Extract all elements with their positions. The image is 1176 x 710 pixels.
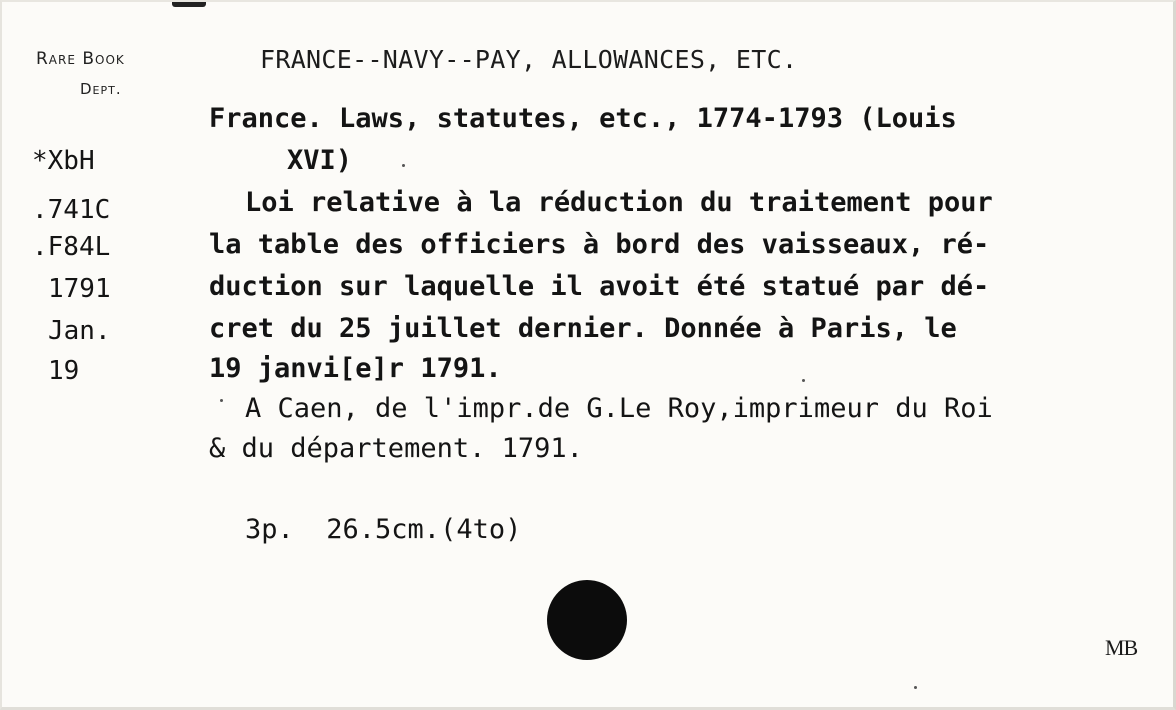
cataloger-initials: MB bbox=[1105, 635, 1138, 660]
title-line-4: cret du 25 juillet dernier. Donnée à Paris, le bbox=[209, 313, 957, 344]
rare-book-stamp-line1: Rare Book bbox=[36, 49, 125, 69]
speck bbox=[220, 399, 223, 402]
call-number-line-2: .741C bbox=[32, 195, 111, 225]
punch-hole bbox=[547, 580, 627, 660]
subject-heading: FRANCE--NAVY--PAY, ALLOWANCES, ETC. bbox=[260, 45, 798, 74]
title-line-2: la table des officiers à bord des vaisseaux, ré- bbox=[209, 229, 990, 260]
title-line-5: 19 janvi[e]r 1791. bbox=[209, 353, 502, 384]
card-top-mark bbox=[172, 2, 206, 7]
call-number-line-3: .F84L bbox=[32, 232, 111, 262]
main-entry-line-1: France. Laws, statutes, etc., 1774-1793 (Louis bbox=[209, 103, 957, 134]
call-number-line-1: *XbH bbox=[32, 146, 95, 176]
call-number-line-6: 19 bbox=[48, 356, 80, 386]
speck bbox=[402, 164, 405, 167]
speck bbox=[802, 379, 805, 382]
call-number-line-4: 1791 bbox=[48, 274, 111, 304]
main-entry-line-2: XVI) bbox=[287, 145, 353, 176]
speck bbox=[914, 686, 917, 689]
title-line-3: duction sur laquelle il avoit été statué par dé- bbox=[209, 271, 990, 302]
title-line-1: Loi relative à la réduction du traitement pour bbox=[245, 187, 993, 218]
imprint-line-1: A Caen, de l'impr.de G.Le Roy,imprimeur du Roi bbox=[245, 393, 993, 424]
imprint-line-2: & du département. 1791. bbox=[209, 433, 583, 464]
rare-book-stamp-line2: Dept. bbox=[80, 80, 122, 98]
collation: 3p. 26.5cm.(4to) bbox=[245, 514, 522, 545]
call-number-line-5: Jan. bbox=[48, 316, 111, 346]
